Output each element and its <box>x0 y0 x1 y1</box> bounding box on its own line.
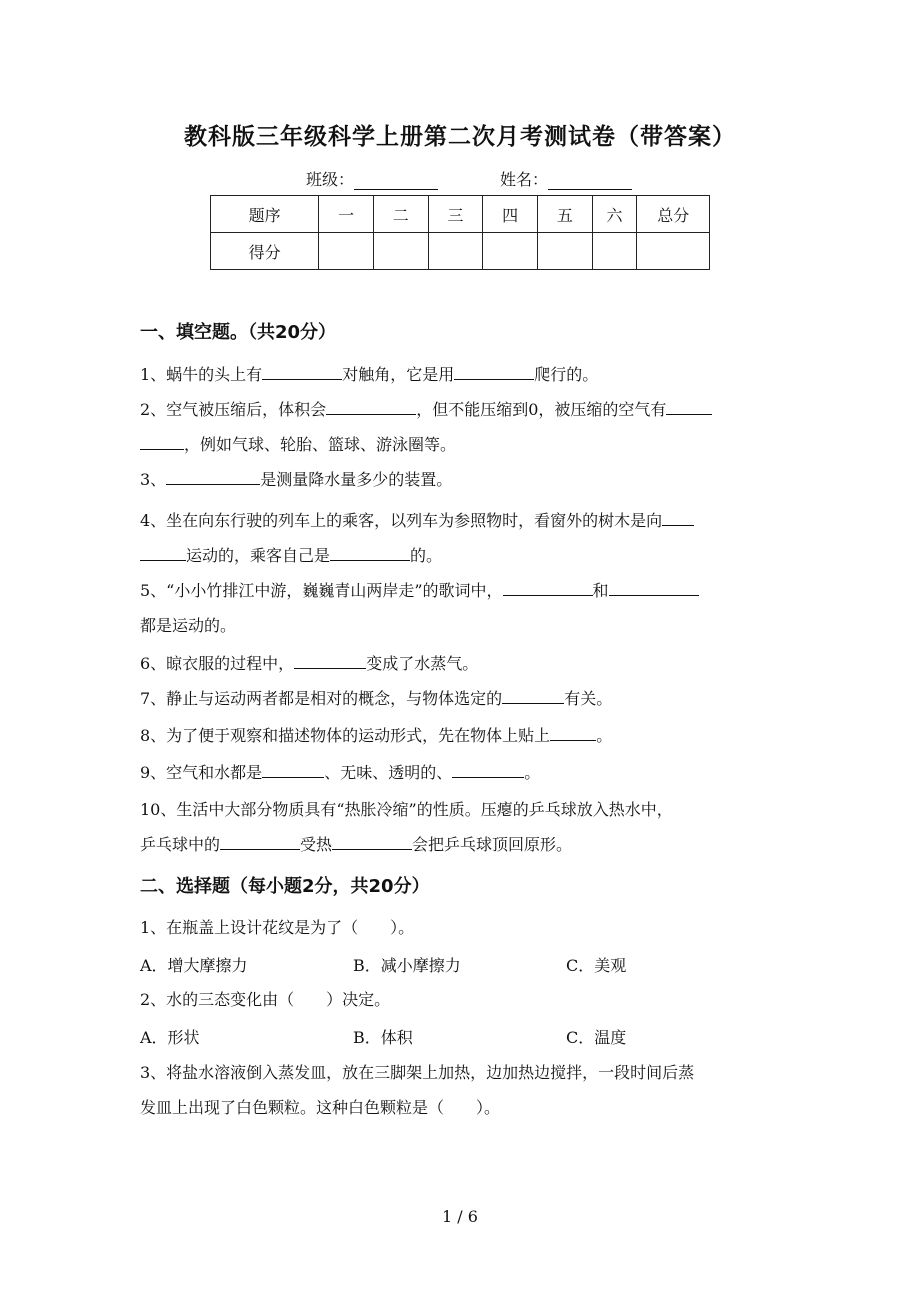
header-cell: 题序 <box>211 196 319 233</box>
answer-blank[interactable] <box>452 757 524 778</box>
header-cell: 二 <box>373 196 428 233</box>
question-1 <box>140 357 780 392</box>
question-text: 。 <box>524 763 541 782</box>
name-label: 姓名： <box>500 170 549 189</box>
score-cell[interactable] <box>592 233 637 270</box>
choice-question-1 <box>140 910 780 945</box>
answer-blank[interactable] <box>140 540 186 561</box>
question-3 <box>140 462 780 497</box>
question-text: 4、坐在向东行驶的列车上的乘客，以列车为参照物时，看窗外的树木是向 <box>140 511 663 530</box>
question-text: 1、在瓶盖上设计花纹是为了（ ）。 <box>140 918 415 937</box>
answer-blank[interactable] <box>330 540 410 561</box>
question-10 <box>140 792 780 827</box>
question-text: 会把乒乓球顶回原形。 <box>412 835 573 854</box>
question-text: 3、 <box>140 470 167 489</box>
section-heading: 二、选择题（每小题2分，共20分） <box>140 876 430 897</box>
question-text: ，但不能压缩到0，被压缩的空气有 <box>416 400 667 419</box>
choice-question-3-cont <box>140 1090 780 1125</box>
header-cell: 总分 <box>637 196 710 233</box>
question-text: 变成了水蒸气。 <box>366 654 479 673</box>
question-10-cont <box>140 827 780 862</box>
answer-blank[interactable] <box>326 394 416 415</box>
answer-blank[interactable] <box>666 394 712 415</box>
question-text: 爬行的。 <box>534 365 599 384</box>
question-text: 乒乓球中的 <box>140 835 221 854</box>
header-cell: 四 <box>483 196 538 233</box>
class-blank <box>354 171 438 190</box>
class-field <box>306 167 438 190</box>
answer-blank[interactable] <box>294 648 366 669</box>
question-text: 5、“小小竹排江中游，巍巍青山两岸走”的歌词中， <box>140 581 503 600</box>
answer-blank[interactable] <box>662 505 694 526</box>
question-text: 8、为了便于观察和描述物体的运动形式，先在物体上贴上 <box>140 726 551 745</box>
question-text: 3、将盐水溶液倒入蒸发皿，放在三脚架上加热，边加热边搅拌，一段时间后蒸 <box>140 1063 695 1082</box>
score-table <box>210 195 710 270</box>
question-text: 受热 <box>300 835 333 854</box>
header-cell: 三 <box>428 196 483 233</box>
question-7 <box>140 681 780 716</box>
question-text: ，例如气球、轮胎、篮球、游泳圈等。 <box>184 435 457 454</box>
choice-question-2 <box>140 982 780 1017</box>
answer-blank[interactable] <box>140 429 184 450</box>
header-cell: 一 <box>319 196 374 233</box>
question-text: 6、晾衣服的过程中， <box>140 654 295 673</box>
option-a[interactable]: A．增大摩擦力 <box>140 956 248 975</box>
score-value-row <box>211 233 710 270</box>
page-title: 教科版三年级科学上册第二次月考测试卷（带答案） <box>184 124 736 150</box>
option-b[interactable]: B．减小摩擦力 <box>353 956 461 975</box>
header-cell: 六 <box>592 196 637 233</box>
question-text: 对触角，它是用 <box>342 365 455 384</box>
option-c[interactable]: C．美观 <box>566 956 627 975</box>
question-text: 的。 <box>410 546 443 565</box>
score-cell[interactable] <box>537 233 592 270</box>
question-text: 2、水的三态变化由（ ）决定。 <box>140 990 391 1009</box>
question-6 <box>140 646 780 681</box>
question-5-cont <box>140 608 780 643</box>
choice-question-3 <box>140 1055 780 1090</box>
question-text: 运动的，乘客自己是 <box>186 546 331 565</box>
score-cell[interactable] <box>319 233 374 270</box>
question-5 <box>140 573 780 608</box>
answer-blank[interactable] <box>550 720 596 741</box>
answer-blank[interactable] <box>220 829 300 850</box>
question-text: 有关。 <box>564 689 613 708</box>
class-label: 班级： <box>306 170 355 189</box>
question-text: 发皿上出现了白色颗粒。这种白色颗粒是（ ）。 <box>140 1098 501 1117</box>
header-cell: 五 <box>537 196 592 233</box>
question-2-cont <box>140 427 780 462</box>
question-9 <box>140 755 780 790</box>
option-b[interactable]: B．体积 <box>353 1028 413 1047</box>
answer-blank[interactable] <box>502 683 564 704</box>
question-text: 1、蜗牛的头上有 <box>140 365 263 384</box>
question-text: 都是运动的。 <box>140 616 237 635</box>
question-4 <box>140 503 780 538</box>
section-heading: 一、填空题。（共20分） <box>140 322 337 343</box>
question-text: 和 <box>592 581 609 600</box>
question-4-cont <box>140 538 780 573</box>
name-field <box>500 167 632 190</box>
row-label: 得分 <box>211 233 319 270</box>
name-blank <box>548 171 632 190</box>
answer-blank[interactable] <box>262 359 342 380</box>
score-cell[interactable] <box>483 233 538 270</box>
question-8 <box>140 718 780 753</box>
question-text: 7、静止与运动两者都是相对的概念，与物体选定的 <box>140 689 503 708</box>
answer-blank[interactable] <box>609 575 699 596</box>
question-text: 。 <box>596 726 613 745</box>
question-2 <box>140 392 780 427</box>
question-text: 2、空气被压缩后，体积会 <box>140 400 327 419</box>
question-text: 9、空气和水都是 <box>140 763 263 782</box>
answer-blank[interactable] <box>262 757 324 778</box>
score-cell[interactable] <box>428 233 483 270</box>
answer-blank[interactable] <box>332 829 412 850</box>
question-text: 是测量降水量多少的装置。 <box>260 470 453 489</box>
answer-blank[interactable] <box>503 575 593 596</box>
question-text: 10、生活中大部分物质具有“热胀冷缩”的性质。压瘪的乒乓球放入热水中， <box>140 800 673 819</box>
score-header-row <box>211 196 710 233</box>
option-a[interactable]: A．形状 <box>140 1028 200 1047</box>
page-number: 1 / 6 <box>442 1207 478 1226</box>
answer-blank[interactable] <box>166 464 260 485</box>
question-text: 、无味、透明的、 <box>324 763 453 782</box>
answer-blank[interactable] <box>454 359 534 380</box>
score-cell[interactable] <box>637 233 710 270</box>
score-cell[interactable] <box>373 233 428 270</box>
option-c[interactable]: C．温度 <box>566 1028 627 1047</box>
